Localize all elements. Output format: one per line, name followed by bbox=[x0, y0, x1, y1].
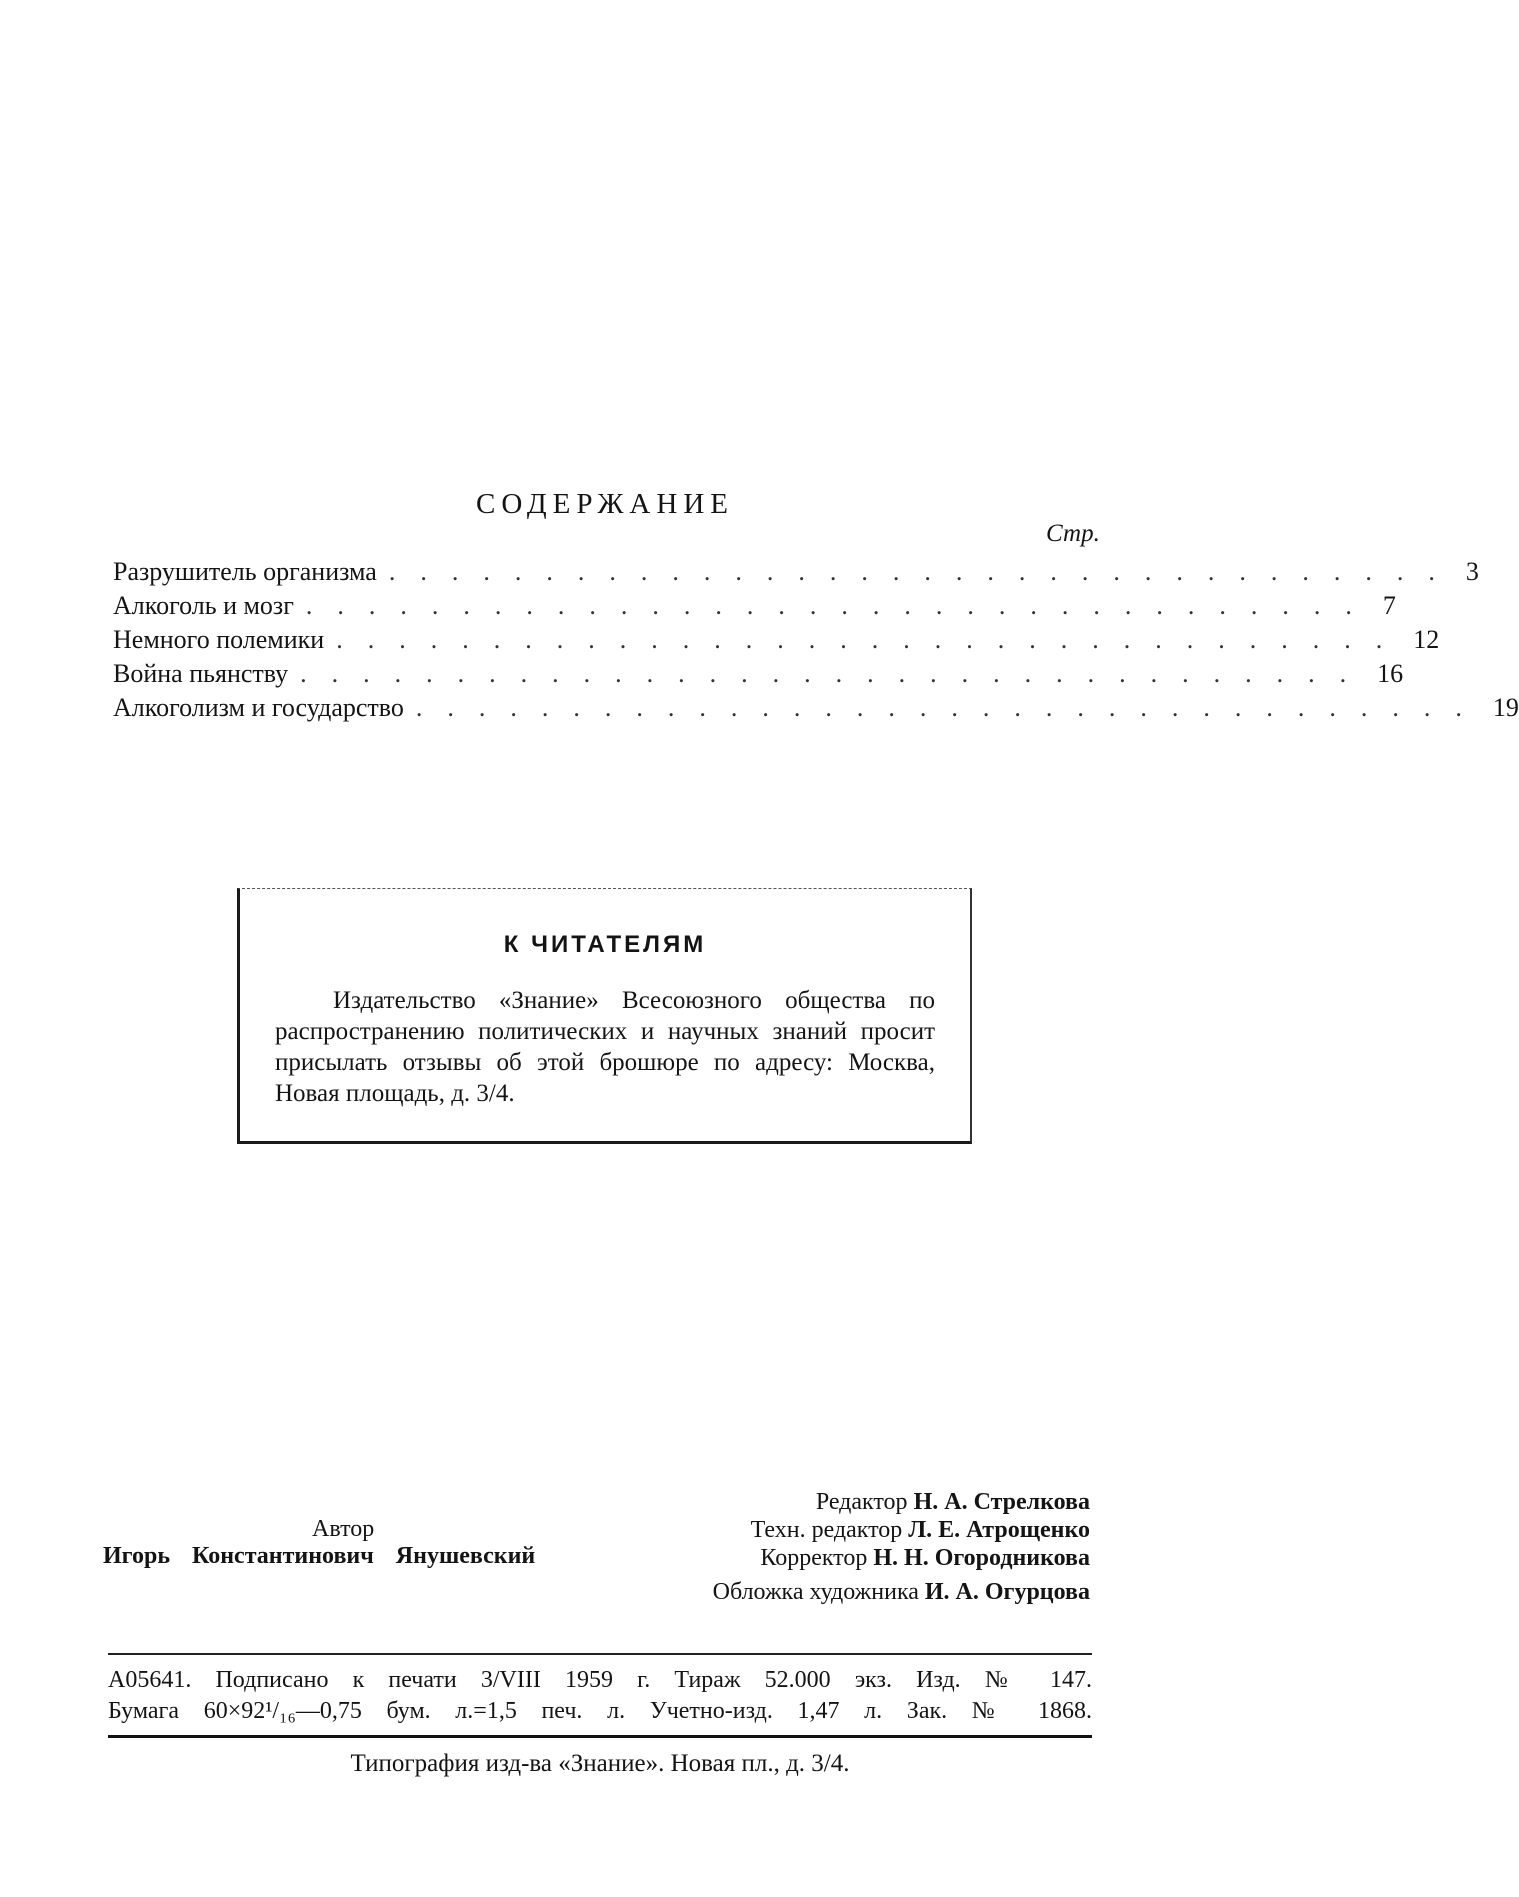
contents-item-label: Война пьянству bbox=[113, 659, 289, 688]
author-name: Игорь Константинович Янушевский bbox=[103, 1543, 536, 1569]
contents-item-page: 16 bbox=[1377, 659, 1404, 688]
divider bbox=[108, 1735, 1092, 1738]
contents-item-label: Алкоголизм и государство bbox=[113, 693, 404, 722]
contents-item bbox=[113, 657, 1404, 691]
credit-name: Л. Е. Атрощенко bbox=[908, 1517, 1090, 1543]
leader-dots: .................................. bbox=[300, 659, 1372, 688]
contents-item-label: Алкоголь и мозг bbox=[113, 591, 294, 620]
imprint-line: А05641. Подписано к печати 3/VIII 1959 г. Тираж 52.000 экз. Изд. № 147. bbox=[108, 1667, 1092, 1693]
readers-note-text: Издательство «Знание» Всесоюзного общества по распространению политических и научных знаний просит присылать отзывы об этой брошюре по адресу: Москва, Новая площадь, д. 3/4. bbox=[275, 987, 935, 1107]
credits-list bbox=[560, 1488, 1090, 1606]
contents-item-page: 19 bbox=[1492, 693, 1519, 722]
credit-editor bbox=[560, 1488, 1090, 1516]
credit-proofreader bbox=[560, 1544, 1090, 1572]
credit-role: Техн. редактор bbox=[750, 1517, 903, 1543]
leader-dots: .................................. bbox=[336, 625, 1408, 654]
contents-list bbox=[113, 555, 1519, 725]
credit-role: Обложка художника bbox=[712, 1579, 919, 1605]
contents-page-header: Стр. bbox=[1046, 520, 1100, 547]
contents-title: СОДЕРЖАНИЕ bbox=[476, 488, 734, 520]
leader-dots: .................................. bbox=[388, 557, 1460, 586]
contents-item bbox=[113, 555, 1479, 589]
author-label: Автор bbox=[312, 1516, 375, 1542]
contents-item-label: Немного полемики bbox=[113, 625, 325, 654]
divider bbox=[108, 1653, 1092, 1655]
credit-role: Корректор bbox=[760, 1545, 868, 1571]
credit-cover-artist bbox=[560, 1578, 1090, 1606]
credit-name: Н. А. Стрелкова bbox=[913, 1489, 1090, 1515]
readers-note-box bbox=[237, 888, 972, 1144]
credit-tech-editor bbox=[560, 1516, 1090, 1544]
readers-note-title: К ЧИТАТЕЛЯМ bbox=[503, 931, 707, 958]
leader-dots: .................................. bbox=[305, 591, 1377, 620]
leader-dots: .................................. bbox=[415, 693, 1487, 722]
contents-item bbox=[113, 623, 1440, 657]
printing-house: Типография изд-ва «Знание». Новая пл., д. 3/4. bbox=[350, 1750, 850, 1777]
contents-item-page: 12 bbox=[1413, 625, 1440, 654]
contents-item-page: 3 bbox=[1465, 557, 1479, 586]
credit-role: Редактор bbox=[815, 1489, 908, 1515]
credit-name: И. А. Огурцова bbox=[924, 1579, 1090, 1605]
credit-name: Н. Н. Огородникова bbox=[873, 1545, 1090, 1571]
contents-item bbox=[113, 691, 1519, 725]
imprint bbox=[108, 1665, 1092, 1727]
contents-item bbox=[113, 589, 1396, 623]
contents-item-page: 7 bbox=[1382, 591, 1396, 620]
contents-item-label: Разрушитель организма bbox=[113, 557, 377, 586]
imprint-line: Бумага 60×92¹/₁₆—0,75 бум. л.=1,5 печ. л. Учетно-изд. 1,47 л. Зак. № 1868. bbox=[108, 1698, 1092, 1724]
